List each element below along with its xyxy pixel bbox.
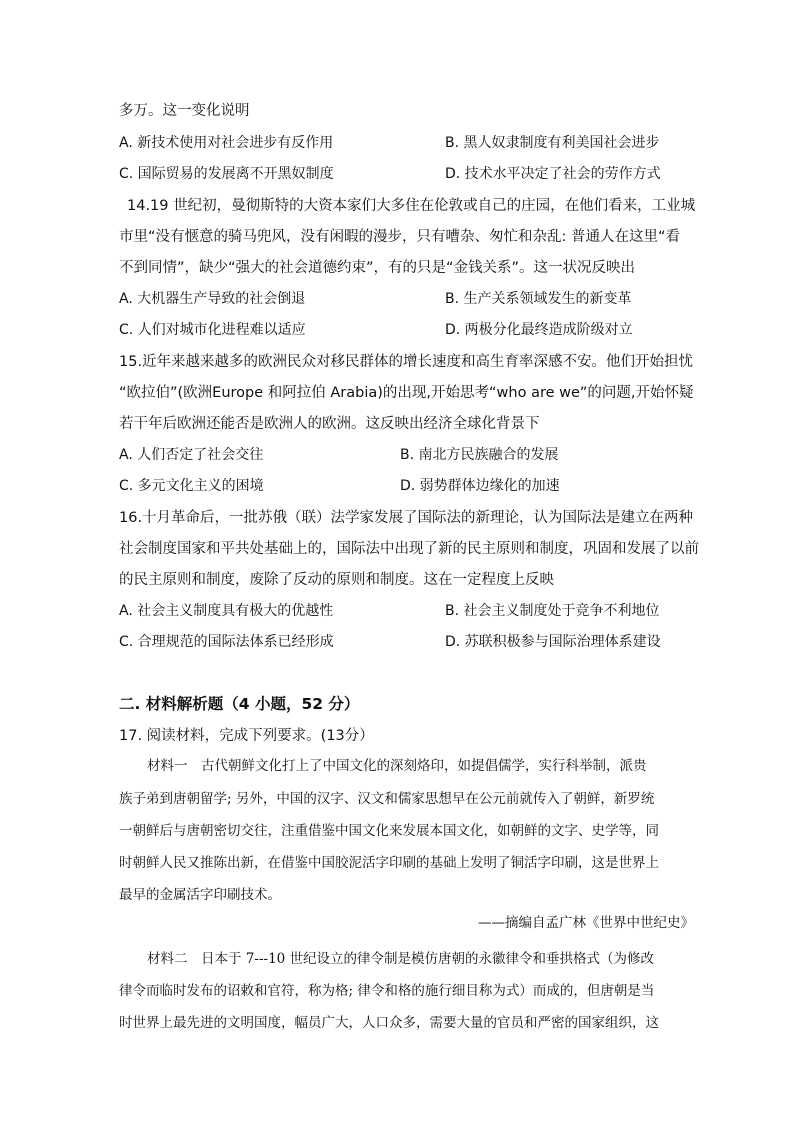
q13-option-a: A. 新技术使用对社会进步有反作用: [119, 135, 334, 151]
material2-line-3: 时世界上最先进的文明国度，幅员广大，人口众多，需要大量的官员和严密的国家组织，这: [119, 1015, 659, 1031]
q16-option-a: A. 社会主义制度具有极大的优越性: [119, 603, 334, 619]
q15-stem-line-2: “欧拉伯”(欧洲Europe 和阿拉伯 Arabia)的出现,开始思考“who are we”的问题,开始怀疑: [119, 385, 694, 401]
q16-stem-line-1: 16.十月革命后，一批苏俄（联）法学家发展了国际法的新理论，认为国际法是建立在两种: [119, 510, 694, 526]
material1-line-2: 族子弟到唐朝留学; 另外，中国的汉字、汉文和儒家思想早在公元前就传入了朝鲜，新罗统: [119, 791, 655, 807]
q16-option-d: D. 苏联积极参与国际治理体系建设: [445, 634, 661, 650]
material2-line-1: 材料二 日本于 7---10 世纪设立的律令制是模仿唐朝的永徽律令和垂拱格式（为修改: [147, 951, 655, 967]
q13-option-c: C. 国际贸易的发展离不开黑奴制度: [119, 166, 334, 182]
q15-option-a: A. 人们否定了社会交往: [119, 447, 264, 463]
section-title: 二. 材料解析题（4 小题，52 分）: [119, 695, 360, 713]
q14-option-d: D. 两极分化最终造成阶级对立: [445, 322, 633, 338]
q14-option-c: C. 人们对城市化进程难以适应: [119, 322, 306, 338]
q16-option-b: B. 社会主义制度处于竞争不利地位: [445, 603, 660, 619]
q14-stem-line-3: 不到同情”，缺少“强大的社会道德约束”，有的只是“金钱关系”。这一状况反映出: [119, 260, 636, 276]
q14-stem-line-2: 市里“没有惬意的骑马兜风，没有闲暇的漫步，只有嘈杂、匆忙和杂乱: 普通人在这里“看: [119, 229, 681, 245]
material1-line-5: 最早的金属活字印刷技术。: [119, 887, 281, 903]
q16-stem-line-2: 社会制度国家和平共处基础上的，国际法中出现了新的民主原则和制度，巩固和发展了以前: [119, 541, 699, 557]
q14-stem-line-1: 14.19 世纪初，曼彻斯特的大资本家们大多住在伦敦或自己的庄园，在他们看来，工业城: [127, 198, 696, 214]
q13-option-b: B. 黑人奴隶制度有利美国社会进步: [445, 135, 660, 151]
q13-tail-text: 多万。这一变化说明: [119, 103, 250, 119]
material1-line-4: 时朝鲜人民又推陈出新，在借鉴中国胶泥活字印刷的基础上发明了铜活字印刷，这是世界上: [119, 855, 659, 871]
q15-option-b: B. 南北方民族融合的发展: [400, 447, 559, 463]
q14-option-a: A. 大机器生产导致的社会倒退: [119, 291, 306, 307]
q15-stem-line-1: 15.近年来越来越多的欧洲民众对移民群体的增长速度和高生育率深感不安。他们开始担忧: [119, 354, 694, 370]
q16-stem-line-3: 的民主原则和制度，废除了反动的原则和制度。这在一定程度上反映: [119, 572, 554, 588]
q13-option-d: D. 技术水平决定了社会的劳作方式: [445, 166, 661, 182]
material2-line-2: 律令而临时发布的诏敕和官符，称为格; 律令和格的施行细目称为式）而成的，但唐朝是当: [119, 983, 655, 999]
q16-option-c: C. 合理规范的国际法体系已经形成: [119, 634, 334, 650]
material1-source: ——摘编自孟广林《世界中世纪史》: [478, 915, 694, 931]
material1-line-1: 材料一 古代朝鲜文化打上了中国文化的深刻烙印，如提倡儒学，实行科举制，派贵: [147, 758, 647, 774]
q17-intro: 17. 阅读材料，完成下列要求。(13分）: [119, 728, 374, 744]
q14-option-b: B. 生产关系领域发生的新变革: [445, 291, 632, 307]
q15-stem-line-3: 若干年后欧洲还能否是欧洲人的欧洲。这反映出经济全球化背景下: [119, 416, 540, 432]
q15-option-d: D. 弱势群体边缘化的加速: [400, 478, 560, 494]
material1-line-3: 一朝鲜后与唐朝密切交往，注重借鉴中国文化来发展本国文化，如朝鲜的文字、史学等，同: [119, 823, 659, 839]
q15-option-c: C. 多元文化主义的困境: [119, 478, 264, 494]
